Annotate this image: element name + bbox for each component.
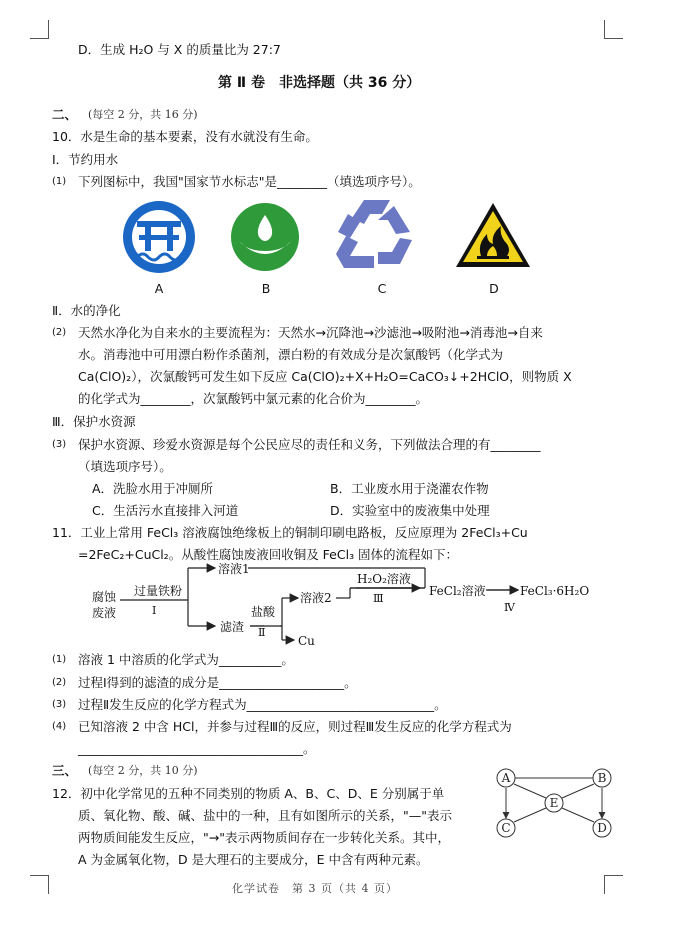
flow-step3-reagent: H₂O₂溶液 (357, 572, 411, 586)
section-2-heading: 二、 (52, 107, 78, 122)
section-2-note: (每空 2 分，共 16 分) (88, 108, 198, 121)
q10-3-line-2: （填选项序号）。 (78, 459, 172, 474)
part-3-heading: Ⅲ．保护水资源 (52, 414, 136, 429)
section-3-note: (每空 2 分，共 10 分) (88, 764, 198, 777)
q11-line-2: =2FeC₂+CuCl₂。从酸性腐蚀废液回收铜及 FeCl₃ 固体的流程如下： (78, 547, 459, 562)
q11-2-number: (2) (52, 677, 67, 688)
q10-3-number: (3) (52, 439, 67, 450)
part-2-heading: Ⅱ．水的净化 (52, 303, 121, 318)
q10-1-text: 下列图标中，我国"国家节水标志"是________（填选项序号）。 (78, 174, 421, 189)
logo-label-d: D (489, 281, 499, 296)
flow-residue: 滤渣 (220, 620, 245, 634)
q10-2-line-2: 水。消毒池中可用漂白粉作杀菌剂，漂白粉的有效成分是次氯酸钙（化学式为 (78, 347, 504, 362)
flow-start-line-1: 腐蚀 (92, 590, 117, 604)
q11-4-blank: ____________________________________。 (78, 741, 316, 756)
q11-line-1: 11．工业上常用 FeCl₃ 溶液腐蚀绝缘板上的铜制印刷电路板，反应原理为 2FeCl₃+Cu (52, 525, 528, 540)
q10-1-number: (1) (52, 176, 67, 187)
section-title: 第 Ⅱ 卷 非选择题（共 36 分） (218, 75, 421, 91)
q10-2-line-4: 的化学式为________，次氯酸钙中氯元素的化合价为________。 (78, 391, 429, 406)
flow-fecl2-solution: FeCl₂溶液 (429, 584, 486, 598)
q12-line-3: 两物质间能发生反应，"→"表示两物质间存在一步转化关系。其中， (78, 830, 450, 845)
q11-1-text: 溶液 1 中溶质的化学式为__________。 (78, 652, 294, 667)
q11-3-number: (3) (52, 699, 67, 710)
q10-3-option-a: A．洗脸水用于冲厕所 (92, 481, 214, 496)
flow-solution-2: 溶液2 (300, 591, 332, 605)
q12-relation-graph (494, 768, 618, 840)
graph-node-c-label: C (501, 821, 511, 835)
q11-2-text: 过程Ⅰ得到的滤渣的成分是____________________。 (78, 675, 357, 690)
flow-copper: Cu (298, 634, 315, 648)
q12-line-4: A 为金属氧化物，D 是大理石的主要成分，E 中含有两种元素。 (78, 852, 429, 867)
flow-product: FeCl₃·6H₂O (520, 584, 590, 598)
q11-1-number: (1) (52, 654, 67, 665)
q10-3-option-d: D．实验室中的废液集中处理 (330, 503, 490, 518)
q10-stem: 10．水是生命的基本要素，没有水就没有生命。 (52, 129, 318, 144)
flow-step2-label: Ⅱ (258, 626, 266, 639)
section-3-heading: 三、 (52, 763, 78, 778)
logo-label-a: A (154, 281, 164, 296)
q10-3-line-1: 保护水资源、珍爱水资源是每个公民应尽的责任和义务，下列做法合理的有________ (78, 437, 541, 452)
graph-node-a-label: A (501, 771, 511, 785)
q11-4-number: (4) (52, 721, 67, 732)
q11-4-text: 已知溶液 2 中含 HCl，并参与过程Ⅲ的反应，则过程Ⅲ发生反应的化学方程式为 (78, 719, 512, 734)
graph-node-e-label: E (549, 796, 559, 810)
logo-label-b: B (261, 281, 271, 296)
page-footer: 化学试卷 第 3 页（共 4 页） (232, 882, 398, 895)
flow-step1-label: Ⅰ (152, 604, 157, 617)
flow-step1-reagent: 过量铁粉 (134, 584, 183, 598)
q10-3-option-c: C．生活污水直接排入河道 (92, 503, 239, 518)
flow-step3-label: Ⅲ (373, 592, 384, 605)
logo-label-c: C (377, 281, 387, 296)
q11-3-text: 过程Ⅱ发生反应的化学方程式为______________________________。 (78, 697, 447, 712)
q12-line-1: 12．初中化学常见的五种不同类别的物质 A、B、C、D、E 分别属于单 (52, 786, 445, 801)
part-1-heading: Ⅰ．节约用水 (52, 152, 119, 167)
flow-start-line-2: 废液 (92, 606, 117, 620)
q10-2-number: (2) (52, 327, 67, 338)
flow-step4-label: Ⅳ (504, 601, 515, 614)
flow-solution-1: 溶液1 (218, 562, 250, 576)
q10-3-option-b: B．工业废水用于浇灌农作物 (330, 481, 489, 496)
graph-node-b-label: B (597, 771, 607, 785)
graph-node-d-label: D (597, 821, 607, 835)
q10-2-line-1: 天然水净化为自来水的主要流程为：天然水→沉降池→沙滤池→吸附池→消毒池→自来 (78, 325, 543, 340)
q10-2-line-3: Ca(ClO)₂），次氯酸钙可发生如下反应 Ca(ClO)₂+X+H₂O=CaCO₃↓+2HClO，则物质 X (78, 369, 572, 384)
flow-step2-reagent: 盐酸 (251, 605, 276, 619)
q12-line-2: 质、氧化物、酸、碱、盐中的一种，且有如图所示的关系，"—"表示 (78, 808, 453, 823)
option-d-previous: D．生成 H₂O 与 X 的质量比为 27:7 (78, 42, 281, 57)
